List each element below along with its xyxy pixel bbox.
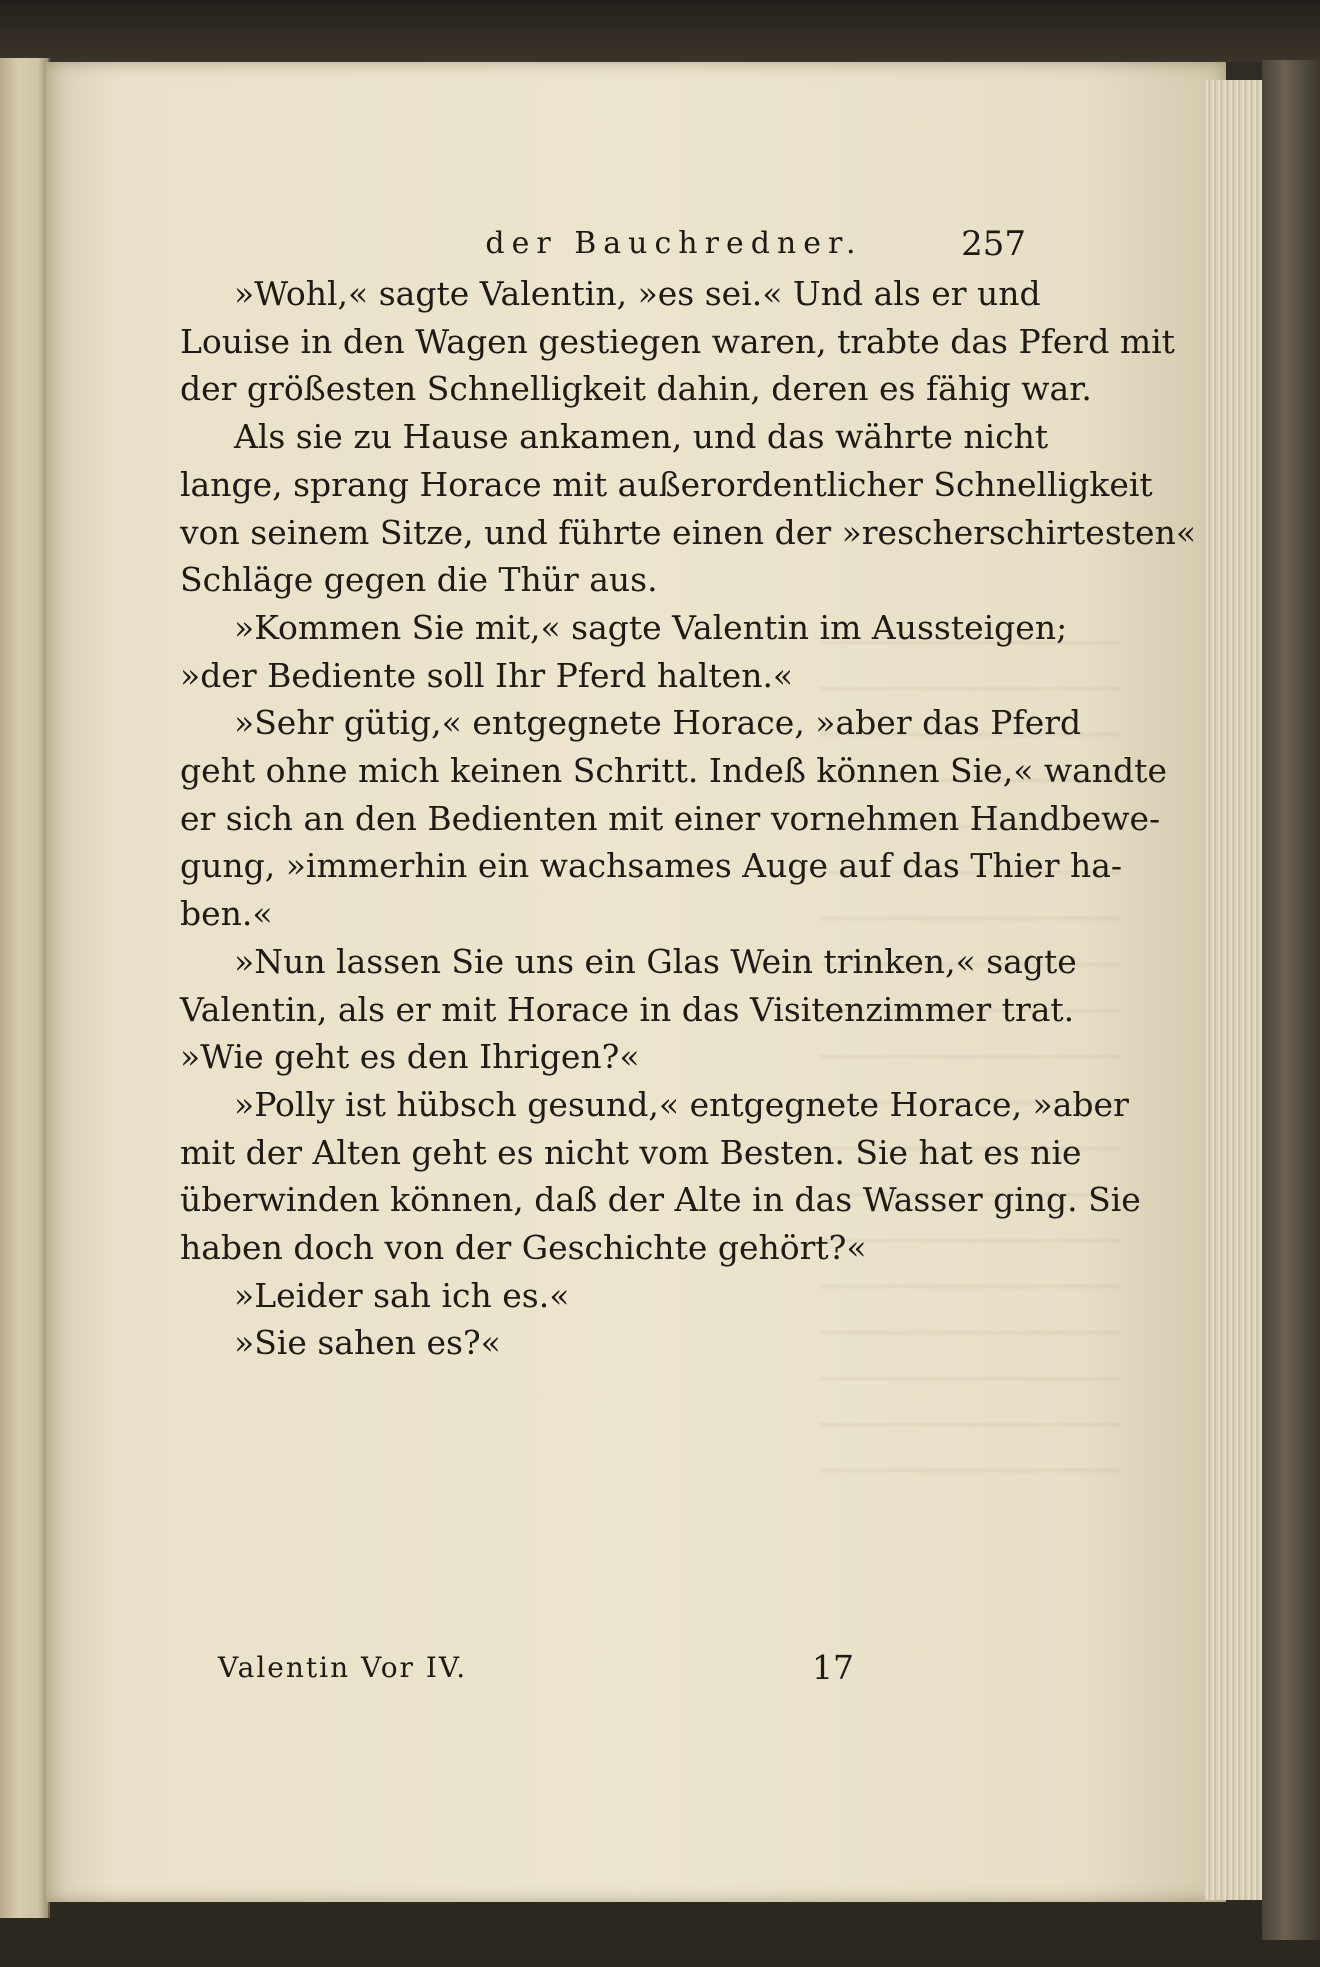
text-line: er sich an den Bedienten mit einer vornehmen Handbewe- <box>180 798 1161 838</box>
text-line: Als sie zu Hause ankamen, und das währte nicht <box>234 417 1049 457</box>
running-head: der Bauchredner. <box>485 226 863 261</box>
text-line: der größesten Schnelligkeit dahin, deren es fähig war. <box>180 369 1092 409</box>
text-line: »Sie sahen es?« <box>234 1323 501 1363</box>
text-line: Louise in den Wagen gestiegen waren, trabte das Pferd mit <box>180 321 1175 361</box>
text-line: »Leider sah ich es.« <box>234 1275 570 1315</box>
book-cover-right-edge <box>1262 60 1320 1940</box>
text-line: »Kommen Sie mit,« sagte Valentin im Aussteigen; <box>234 607 1068 647</box>
text-line: »Wie geht es den Ihrigen?« <box>180 1037 640 1077</box>
text-line: »Sehr gütig,« entgegnete Horace, »aber das Pferd <box>234 703 1082 743</box>
page-stack-edges <box>1205 80 1263 1900</box>
book-cover-top-edge <box>0 0 1320 62</box>
text-line: »der Bediente soll Ihr Pferd halten.« <box>180 655 794 695</box>
page-number: 257 <box>961 224 1026 264</box>
text-line: gung, »immerhin ein wachsames Auge auf das Thier ha- <box>180 846 1123 886</box>
text-line: Valentin, als er mit Horace in das Visitenzimmer trat. <box>180 989 1075 1029</box>
text-line: mit der Alten geht es nicht vom Besten. Sie hat es nie <box>180 1132 1082 1172</box>
text-line: ben.« <box>180 894 273 934</box>
text-line: geht ohne mich keinen Schritt. Indeß können Sie,« wandte <box>180 751 1167 790</box>
text-line: »Nun lassen Sie uns ein Glas Wein trinken,« sagte <box>234 941 1077 981</box>
text-line: von seinem Sitze, und führte einen der »rescherschirtesten« <box>180 512 1197 552</box>
text-line: lange, sprang Horace mit außerordentlicher Schnelligkeit <box>180 464 1153 504</box>
footer-sheet-number: 17 <box>812 1648 854 1687</box>
footer-signature: Valentin Vor IV. <box>218 1651 468 1684</box>
left-page-edge <box>0 58 50 1918</box>
text-line: Schläge gegen die Thür aus. <box>180 560 658 600</box>
text-line: überwinden können, daß der Alte in das Wasser ging. Sie <box>180 1180 1141 1220</box>
text-line: haben doch von der Geschichte gehört?« <box>180 1228 867 1267</box>
text-line: »Polly ist hübsch gesund,« entgegnete Horace, »aber <box>234 1084 1129 1124</box>
text-line: »Wohl,« sagte Valentin, »es sei.« Und als er und <box>234 274 1041 313</box>
